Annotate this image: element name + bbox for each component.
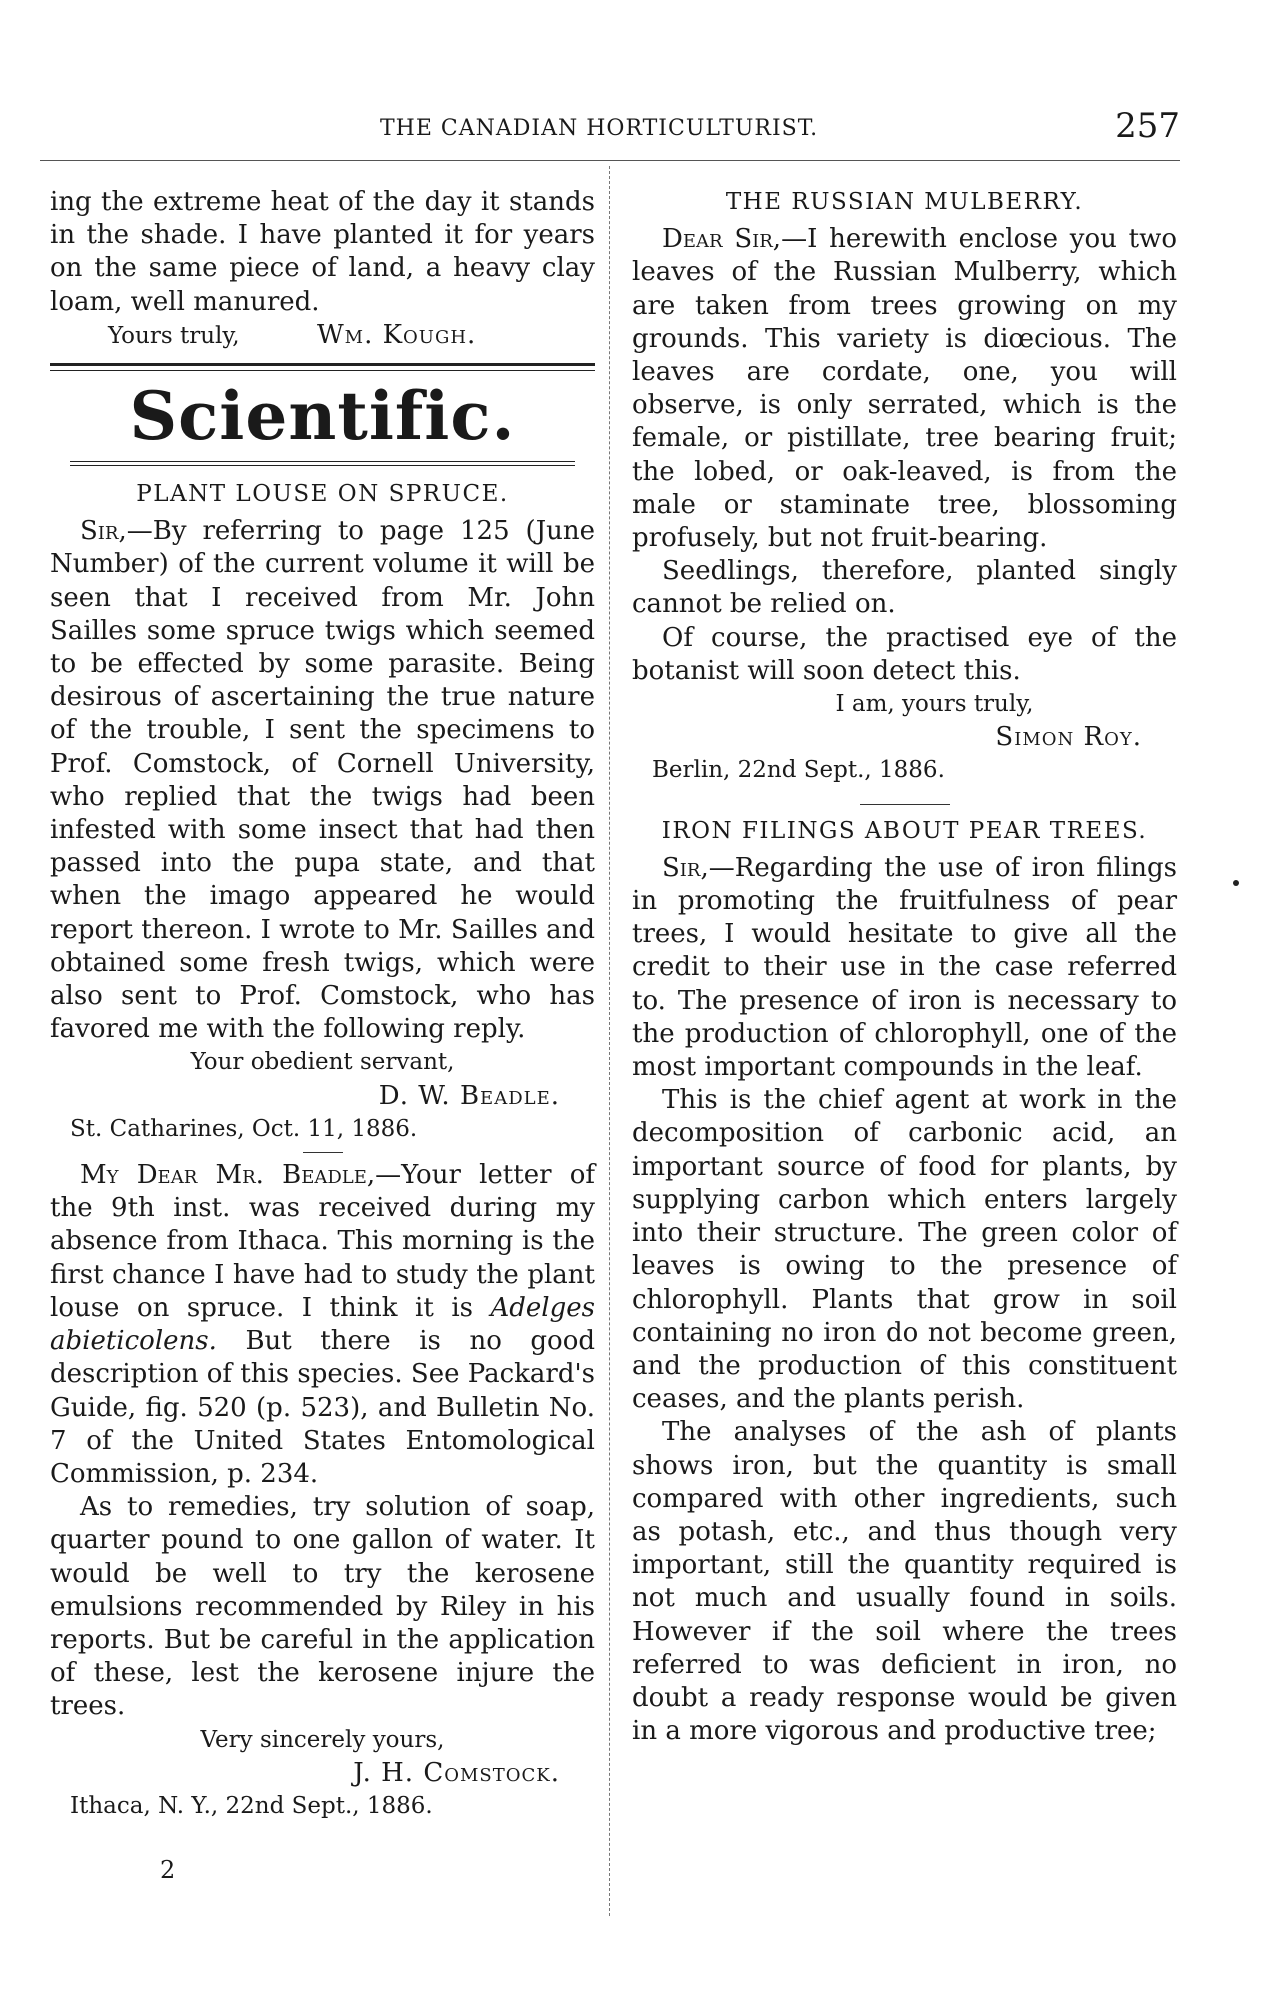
letter1-place: St. Catharines, Oct. 11, 1886.	[70, 1115, 418, 1142]
section-rule-bottom	[70, 461, 575, 466]
letter1-close: Your obedient servant,	[190, 1049, 455, 1076]
letter2-paragraph	[50, 1159, 595, 1491]
page-header	[40, 106, 1180, 152]
column-divider	[609, 166, 610, 1916]
article-heading-mulberry: THE RUSSIAN MULBERRY.	[725, 189, 1084, 215]
letter3-salute: Dear Sir,	[662, 224, 782, 255]
letter2-name: J. H. Comstock.	[353, 1757, 560, 1788]
letter4-salute: Sir,	[662, 852, 709, 883]
letter3-paragraph-2: Seedlings, therefore, planted singly cannot be relied on.	[632, 556, 1177, 620]
letter1-paragraph	[50, 515, 595, 1046]
letter2-paragraph-2: As to remedies, try solution of soap, quarter pound to one gallon of water. It would be well to try the kerosene emulsions recommended by Riley in his reports. But be careful in the application of these, lest the kerosene injure the trees.	[50, 1492, 595, 1722]
letter1-body: —By referring to page 125 (June Number) of the current volume it will be seen that I received from Mr. John Sailles some spruce twigs which seemed to be effected by some parasite. Being desirous of ascertaining the true nature of the trouble, I sent the specimens to Prof. Comstock, of Cornell University, who replied that the twigs had been infested with some insect that had then passed into the pupa state, and that when the imago appeared he would report thereon. I wrote to Mr. Sailles and obtained some fresh twigs, which were also sent to Prof. Comstock, who has favored me with the following reply.	[50, 516, 595, 1045]
letter3-paragraph-3: Of course, the practised eye of the botanist will soon detect this.	[632, 622, 1177, 686]
letter2-close: Very sincerely yours,	[200, 1726, 445, 1753]
intro-paragraph: ing the extreme heat of the day it stands in the shade. I have planted it for years on the same piece of land, a heavy clay loam, well manured.	[50, 187, 595, 317]
intro-name: Wm. Kough.	[316, 319, 477, 350]
letter4-body: —Regarding the use of iron filings in promoting the fruitfulness of pear trees, I would hesitate to give all the credit to their use in the case referred to. The presence of iron is necessary to the production of chlorophyll, one of the most important compounds in the leaf.	[632, 852, 1177, 1083]
letter2-body-a: —Your letter of the 9th inst. was received during my absence from Ithaca. This morning is the first chance I have had to study the plant louse on spruce. I think it is	[50, 1160, 596, 1323]
letter3-paragraph	[632, 223, 1177, 555]
print-speck	[1233, 880, 1239, 886]
letter3-name: Simon Roy.	[995, 722, 1142, 753]
letter4-paragraph-3: The analyses of the ash of plants shows iron, but the quantity is small compared with other ingredients, such as potash, etc., and thus though very important, still the quantity required is not much and usually found in soils. However if the soil where the trees referred to was deficient in iron, no doubt a ready response would be given in a more vigorous and productive tree;	[632, 1417, 1177, 1747]
letter2-species: Adelges abieticolens.	[50, 1292, 595, 1357]
intro-signature	[50, 319, 595, 353]
letter4-paragraph-2: This is the chief agent at work in the decomposition of carbonic acid, an important source of food for plants, by supplying carbon which enters largely into their structure. The green color of leaves is owing to the presence of chlorophyll. Plants that grow in soil containing no iron do not become green, and the production of this constituent ceases, and the plants perish.	[632, 1085, 1177, 1415]
section-rule-top	[50, 363, 595, 371]
letter2-salute: My Dear Mr. Beadle,	[80, 1160, 376, 1191]
divider-rule	[303, 1152, 343, 1153]
signature-mark: 2	[160, 1856, 176, 1884]
page-number: 257	[1115, 106, 1180, 146]
letter2-body-b: But there is no good description of this species. See Packard's Guide, fig. 520 (p. 523), and Bulletin No. 7 of the United States Entomological Commission, p. 234.	[50, 1326, 595, 1489]
section-title: Scientific.	[129, 377, 516, 456]
right-column	[632, 186, 1177, 1748]
letter2-place: Ithaca, N. Y., 22nd Sept., 1886.	[70, 1792, 433, 1819]
letter1-name: D. W. Beadle.	[378, 1080, 560, 1111]
running-title: THE CANADIAN HORTICULTURIST.	[380, 116, 819, 141]
divider-rule-2	[860, 804, 950, 805]
letter3-body: —I herewith enclose you two leaves of the Russian Mulberry, which are taken from trees growing on my grounds. This variety is diœcious. The leaves are cordate, one, you will observe, is only serrated, which is the female, or pistillate, tree bearing fruit; the lobed, or oak-leaved, is from the male or staminate tree, blossoming profusely, but not fruit-bearing.	[632, 224, 1177, 554]
article-heading-iron-filings: IRON FILINGS ABOUT PEAR TREES.	[661, 817, 1148, 844]
intro-close: Yours truly,	[108, 322, 240, 349]
letter3-close: I am, yours truly,	[835, 691, 1034, 718]
letter1-salute: Sir,	[80, 516, 127, 547]
letter3-place: Berlin, 22nd Sept., 1886.	[652, 757, 945, 784]
letter4-paragraph	[632, 852, 1177, 1084]
article-heading-plant-louse: PLANT LOUSE ON SPRUCE.	[136, 481, 509, 508]
header-rule	[40, 160, 1180, 161]
left-column	[50, 186, 595, 1823]
